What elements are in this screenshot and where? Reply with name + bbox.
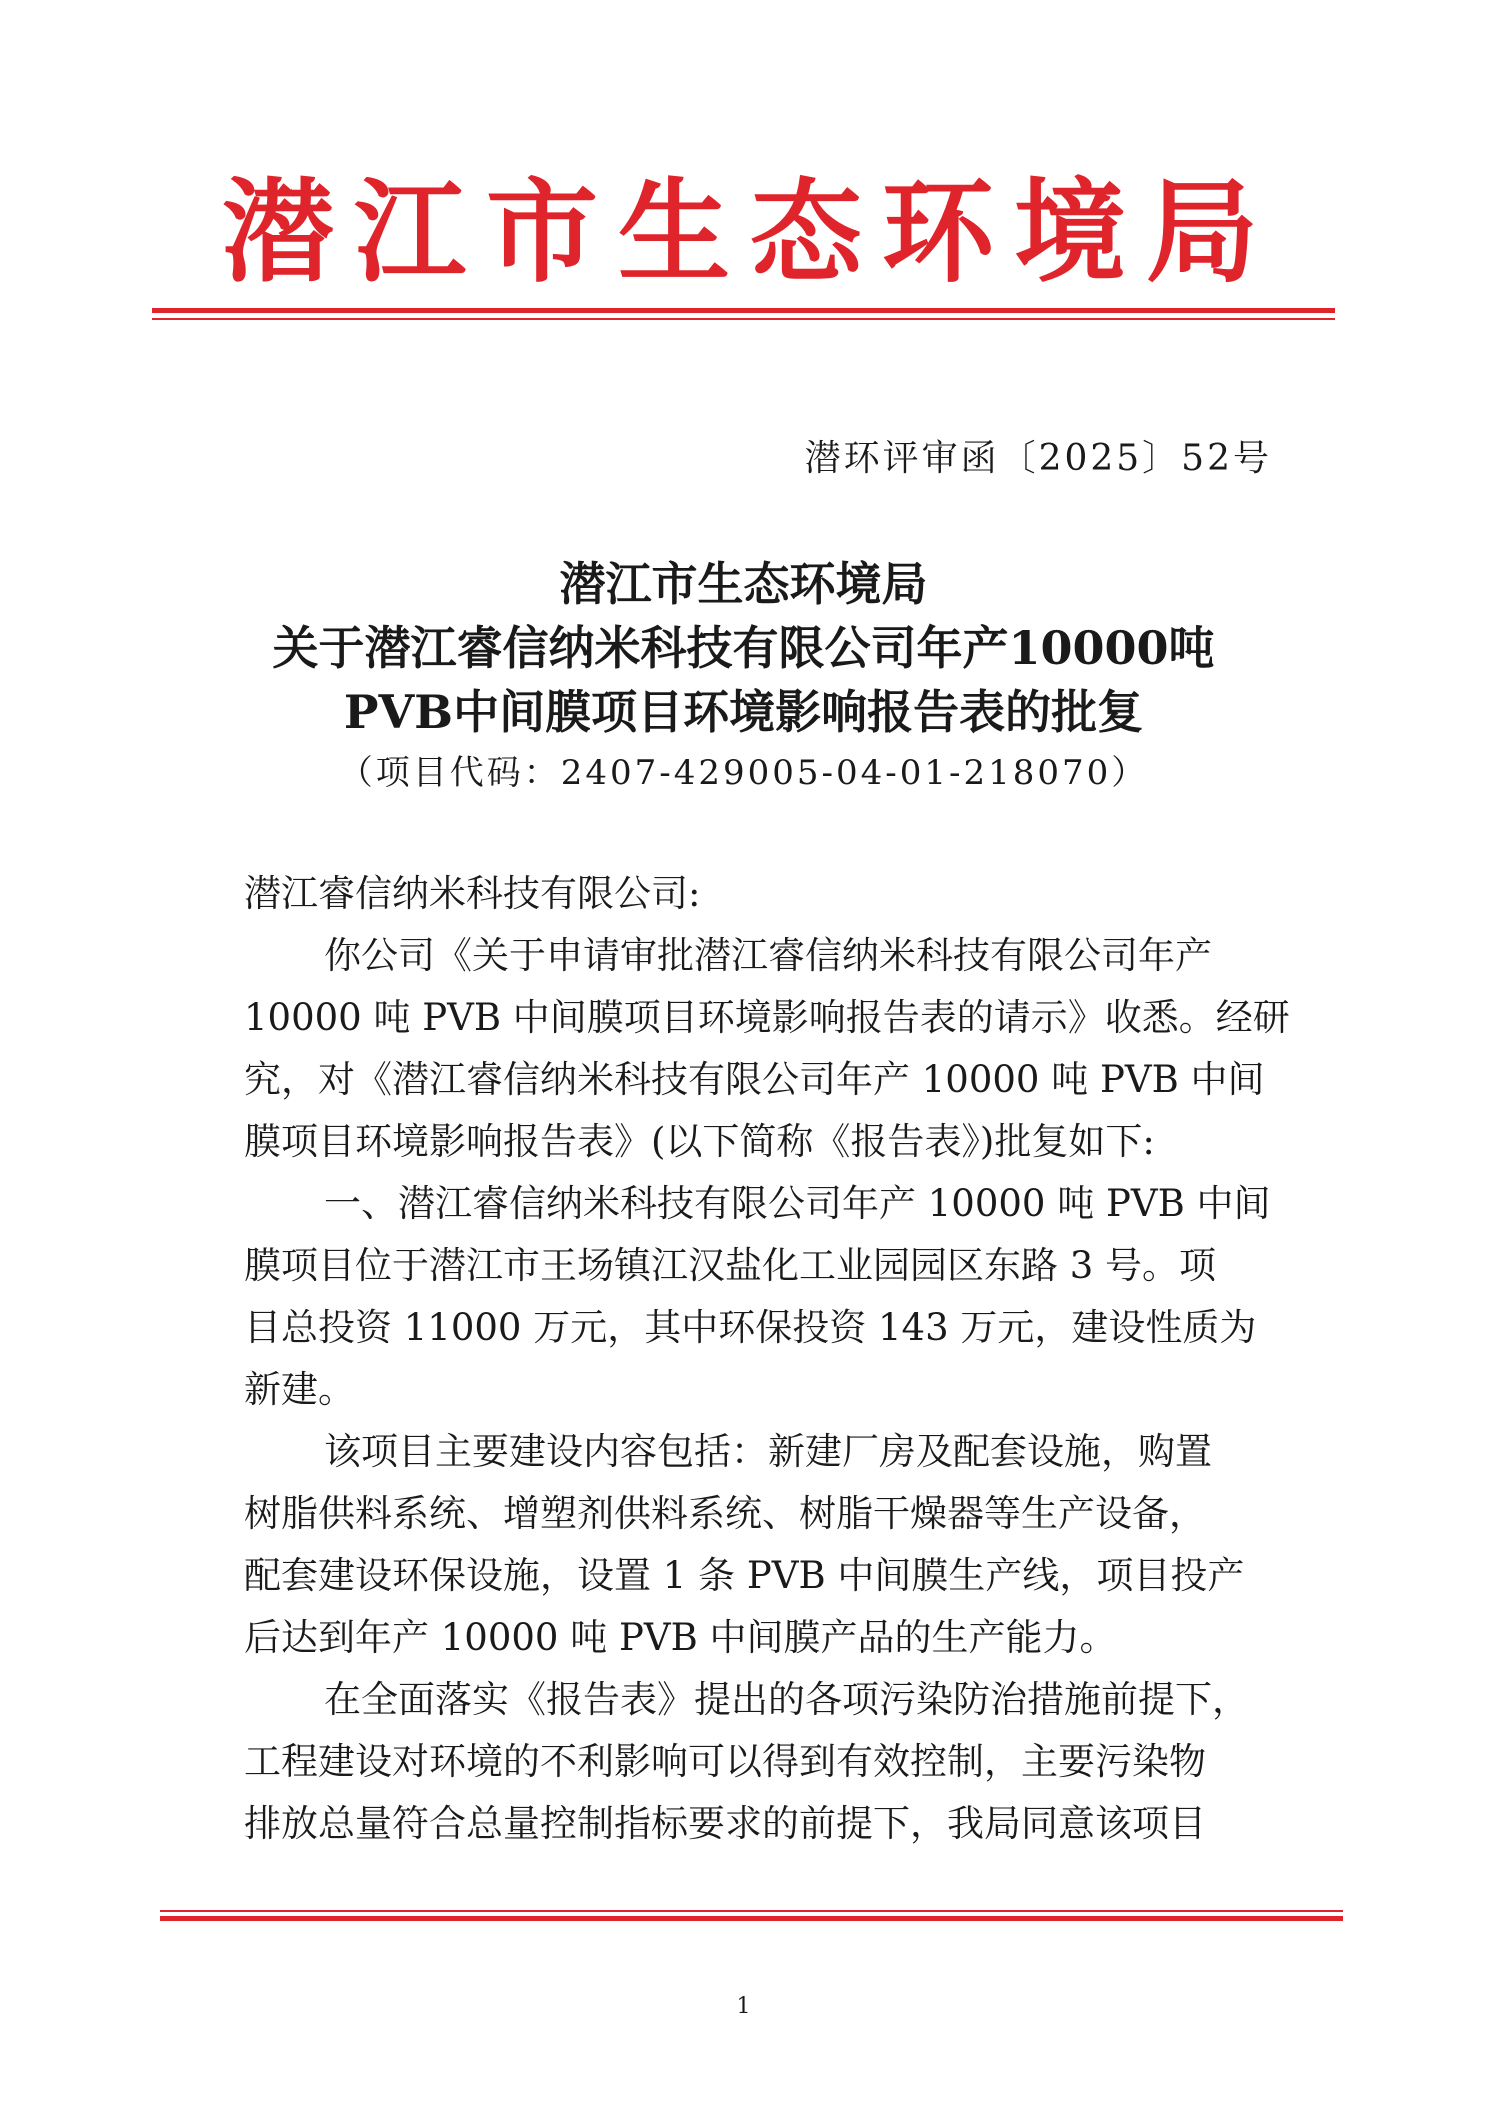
page-number: 1 — [736, 1994, 751, 2019]
paragraph-line: 你公司《关于申请审批潜江睿信纳米科技有限公司年产 — [324, 934, 1212, 977]
paragraph-line: 10000 吨 PVB 中间膜项目环境影响报告表的请示》收悉。经研 — [244, 996, 1290, 1039]
paragraph-line: 工程建设对环境的不利影响可以得到有效控制，主要污染物 — [244, 1740, 1206, 1783]
paragraph-line: 一、潜江睿信纳米科技有限公司年产 10000 吨 PVB 中间 — [324, 1182, 1271, 1225]
paragraph-line: 膜项目环境影响报告表》(以下简称《报告表》)批复如下: — [244, 1120, 1155, 1163]
masthead-rule-thin — [152, 318, 1335, 320]
paragraph-line: 目总投资 11000 万元，其中环保投资 143 万元，建设性质为 — [244, 1306, 1257, 1349]
paragraph-line: 树脂供料系统、增塑剂供料系统、树脂干燥器等生产设备， — [244, 1492, 1206, 1535]
paragraph-line: 新建。 — [244, 1368, 355, 1411]
paragraph-line: 该项目主要建设内容包括：新建厂房及配套设施，购置 — [324, 1430, 1212, 1473]
title-line-2: 关于潜江睿信纳米科技有限公司年产10000吨 — [272, 621, 1215, 675]
paragraph-line: 究，对《潜江睿信纳米科技有限公司年产 10000 吨 PVB 中间 — [244, 1058, 1265, 1101]
title-line-3: PVB中间膜项目环境影响报告表的批复 — [343, 685, 1144, 739]
paragraph-line: 后达到年产 10000 吨 PVB 中间膜产品的生产能力。 — [244, 1616, 1117, 1659]
paragraph-line: 排放总量符合总量控制指标要求的前提下，我局同意该项目 — [244, 1802, 1206, 1845]
footer-rule-thick — [160, 1916, 1343, 1921]
project-code: （项目代码：2407-429005-04-01-218070） — [338, 753, 1149, 793]
document-number: 潜环评审函〔2025〕52号 — [804, 438, 1272, 479]
addressee: 潜江睿信纳米科技有限公司: — [244, 872, 701, 915]
masthead-rule-thick — [152, 308, 1335, 313]
masthead-agency-name: 潜江市生态环境局 — [222, 167, 1278, 298]
paragraph-line: 膜项目位于潜江市王场镇江汉盐化工业园园区东路 3 号。项 — [244, 1244, 1217, 1287]
title-line-1: 潜江市生态环境局 — [559, 557, 928, 611]
footer-rule-thin — [160, 1910, 1343, 1912]
paragraph-line: 在全面落实《报告表》提出的各项污染防治措施前提下， — [324, 1678, 1249, 1721]
paragraph-line: 配套建设环保设施，设置 1 条 PVB 中间膜生产线，项目投产 — [244, 1554, 1245, 1597]
